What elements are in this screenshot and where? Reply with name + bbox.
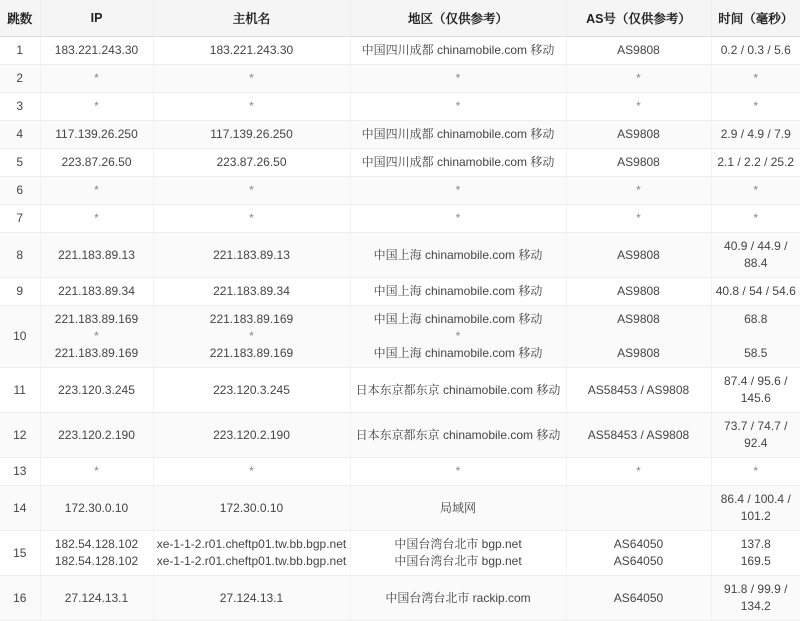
as-number[interactable] [566, 205, 711, 233]
hop-number [0, 306, 40, 368]
hop-number-line: 16 [13, 590, 27, 605]
as-number-line: AS58453 / AS9808 [587, 382, 690, 397]
column-header-asn: AS号（仅供参考） [566, 0, 711, 37]
region [350, 486, 566, 531]
latency [711, 531, 800, 576]
region-line: 日本东京都东京 chinamobile.com 移动 [355, 382, 561, 397]
table-row [0, 205, 800, 233]
region-line: 中国台湾台北市 rackip.com [385, 590, 531, 605]
latency-line: 137.8 [740, 537, 771, 551]
hostname-line: 221.183.89.169 [209, 312, 294, 326]
latency [711, 65, 800, 93]
ip-address-line: 172.30.0.10 [64, 500, 129, 515]
latency [711, 177, 800, 205]
as-number[interactable] [566, 121, 711, 149]
ip-address-line: 27.124.13.1 [64, 590, 129, 605]
as-number[interactable] [566, 531, 711, 576]
ip-address-line: 221.183.89.169 [54, 346, 139, 360]
hop-number [0, 65, 40, 93]
hostname-line: * [249, 211, 254, 225]
latency [711, 486, 800, 531]
as-number[interactable] [566, 37, 711, 65]
ip-address-line: * [94, 464, 99, 478]
hop-number [0, 233, 40, 278]
column-header-time: 时间（毫秒） [711, 0, 800, 37]
ip-address-line: 221.183.89.34 [58, 284, 135, 298]
ip-address-line: 182.54.128.102 [54, 537, 139, 551]
ip-address[interactable] [40, 149, 153, 177]
table-row [0, 149, 800, 177]
hop-number-line: 13 [13, 464, 27, 478]
ip-address-line: * [94, 329, 99, 343]
as-number-line [637, 501, 640, 515]
ip-address[interactable] [40, 278, 153, 306]
hostname-line: * [249, 99, 254, 113]
ip-address[interactable] [40, 306, 153, 368]
latency-line: * [753, 211, 759, 225]
column-header-hop: 跳数 [0, 0, 40, 37]
region-line: 中国上海 chinamobile.com 移动 [373, 284, 543, 298]
latency-line: 2.1 / 2.2 / 25.2 [717, 155, 795, 169]
hop-number-line: 11 [13, 382, 26, 397]
hop-number-line: 4 [16, 127, 24, 141]
hostname-line: 223.87.26.50 [216, 155, 287, 169]
region-line: 中国台湾台北市 bgp.net [394, 537, 522, 551]
region-line: 中国四川成都 chinamobile.com 移动 [361, 43, 555, 57]
hop-number [0, 486, 40, 531]
hostname-line: xe-1-1-2.r01.cheftp01.tw.bb.bgp.net [156, 554, 347, 568]
hostname [153, 531, 350, 576]
region-line: 中国上海 chinamobile.com 移动 [373, 312, 543, 326]
hostname [153, 65, 350, 93]
hostname-line: 223.120.3.245 [213, 382, 290, 397]
ip-address[interactable] [40, 177, 153, 205]
table-row [0, 278, 800, 306]
hostname [153, 368, 350, 413]
hop-number-line: 5 [16, 155, 24, 169]
hop-number [0, 458, 40, 486]
hop-number [0, 149, 40, 177]
ip-address-line: 223.87.26.50 [61, 155, 132, 169]
latency [711, 93, 800, 121]
column-header-hostname: 主机名 [153, 0, 350, 37]
hop-number-line: 10 [13, 329, 27, 343]
column-header-ip: IP [40, 0, 153, 37]
hop-number [0, 37, 40, 65]
hop-number-line: 6 [16, 183, 24, 197]
region [350, 205, 566, 233]
latency [711, 233, 800, 278]
as-number-line: * [636, 183, 641, 197]
hostname [153, 486, 350, 531]
hostname [153, 413, 350, 458]
ip-address-line: 223.120.3.245 [58, 382, 135, 397]
table-row [0, 93, 800, 121]
ip-address[interactable] [40, 93, 153, 121]
table-row [0, 413, 800, 458]
hostname-line: 221.183.89.13 [213, 247, 290, 262]
ip-address-line: 223.120.2.190 [58, 427, 135, 442]
latency-line [714, 328, 799, 345]
as-number[interactable] [566, 576, 711, 621]
hop-number-line: 1 [16, 43, 24, 57]
table-row [0, 121, 800, 149]
region-line: 日本东京都东京 chinamobile.com 移动 [355, 427, 561, 442]
hop-number-line: 3 [16, 99, 24, 113]
region-line: * [455, 464, 461, 478]
table-row [0, 368, 800, 413]
ip-address-line: 117.139.26.250 [55, 127, 138, 141]
latency-line: * [753, 71, 759, 85]
table-row [0, 65, 800, 93]
hop-number-line: 12 [13, 427, 27, 442]
hostname [153, 93, 350, 121]
as-number-line: AS9808 [617, 346, 660, 360]
latency-line: 0.2 / 0.3 / 5.6 [720, 43, 791, 57]
column-header-region: 地区（仅供参考） [350, 0, 566, 37]
ip-address-line: * [94, 183, 99, 197]
hostname-line: xe-1-1-2.r01.cheftp01.tw.bb.bgp.net [156, 537, 347, 551]
as-number[interactable] [566, 177, 711, 205]
region-line: * [455, 99, 461, 113]
as-number-line: AS9808 [617, 312, 660, 326]
hostname [153, 306, 350, 368]
region [350, 93, 566, 121]
table-row [0, 458, 800, 486]
latency-line: 40.8 / 54 / 54.6 [715, 284, 796, 298]
latency-line: 40.9 / 44.9 / 88.4 [724, 239, 788, 270]
hop-number [0, 177, 40, 205]
region-line: 中国四川成都 chinamobile.com 移动 [361, 127, 555, 141]
latency-line: 73.7 / 74.7 / 92.4 [724, 419, 788, 450]
as-number-line [569, 328, 709, 345]
latency [711, 278, 800, 306]
hostname [153, 205, 350, 233]
hop-number [0, 121, 40, 149]
latency-line: 58.5 [744, 346, 768, 360]
hop-number-line: 7 [16, 211, 24, 225]
ip-address-line: 221.183.89.169 [54, 312, 139, 326]
latency-line: 87.4 / 95.6 / 145.6 [724, 374, 788, 405]
ip-address-line: * [94, 71, 99, 85]
as-number[interactable] [566, 413, 711, 458]
hop-number-line: 2 [16, 71, 24, 85]
as-number-line: * [636, 71, 641, 85]
latency [711, 368, 800, 413]
region [350, 306, 566, 368]
as-number[interactable] [566, 65, 711, 93]
ip-address[interactable] [40, 576, 153, 621]
as-number[interactable] [566, 149, 711, 177]
hop-number [0, 576, 40, 621]
hostname-line: * [249, 183, 254, 197]
table-row [0, 306, 800, 368]
ip-address-line: 221.183.89.13 [58, 247, 135, 262]
as-number[interactable] [566, 486, 711, 531]
ip-address-line: 183.221.243.30 [54, 43, 139, 57]
as-number-line: AS9808 [617, 247, 660, 262]
ip-address[interactable] [40, 205, 153, 233]
hostname [153, 278, 350, 306]
latency [711, 205, 800, 233]
region-line: * [455, 183, 461, 197]
as-number-line: * [636, 211, 641, 225]
hostname-line: 27.124.13.1 [219, 590, 284, 605]
as-number[interactable] [566, 93, 711, 121]
ip-address[interactable] [40, 486, 153, 531]
region-line: 局域网 [439, 500, 476, 515]
region-line: 中国四川成都 chinamobile.com 移动 [361, 155, 555, 169]
region [350, 458, 566, 486]
ip-address[interactable] [40, 458, 153, 486]
region [350, 177, 566, 205]
region-line: * [455, 211, 461, 225]
hostname-line: * [249, 71, 254, 85]
table-row [0, 486, 800, 531]
latency-line: 68.8 [744, 312, 768, 326]
region-line: * [455, 329, 461, 343]
hostname [153, 576, 350, 621]
as-number-line: AS58453 / AS9808 [587, 427, 690, 442]
table-header-row [0, 0, 800, 37]
latency-line: 91.8 / 99.9 / 134.2 [724, 582, 788, 613]
region [350, 531, 566, 576]
region-line: 中国台湾台北市 bgp.net [394, 554, 522, 568]
hop-number [0, 368, 40, 413]
ip-address[interactable] [40, 65, 153, 93]
hop-number [0, 205, 40, 233]
region [350, 368, 566, 413]
hop-number-line: 15 [13, 545, 27, 560]
ip-address[interactable] [40, 37, 153, 65]
ip-address-line: 182.54.128.102 [54, 554, 139, 568]
hostname-line: 223.120.2.190 [213, 427, 290, 442]
hop-number-line: 14 [13, 500, 27, 515]
as-number-line: AS64050 [613, 554, 664, 568]
latency [711, 121, 800, 149]
table-row [0, 576, 800, 621]
ip-address[interactable] [40, 368, 153, 413]
latency [711, 458, 800, 486]
ip-address-line: * [94, 211, 99, 225]
hop-number [0, 413, 40, 458]
as-number-line: AS64050 [613, 537, 664, 551]
region [350, 121, 566, 149]
hop-number [0, 93, 40, 121]
as-number[interactable] [566, 233, 711, 278]
hostname-line: 117.139.26.250 [210, 127, 293, 141]
latency [711, 306, 800, 368]
traceroute-table-body [0, 37, 800, 621]
table-row [0, 233, 800, 278]
region-line: * [455, 71, 461, 85]
hostname-line: 221.183.89.169 [209, 346, 294, 360]
as-number[interactable] [566, 278, 711, 306]
latency-line: * [753, 464, 759, 478]
table-row [0, 531, 800, 576]
region [350, 233, 566, 278]
hostname [153, 233, 350, 278]
hostname [153, 121, 350, 149]
as-number-line: AS9808 [617, 284, 660, 298]
as-number-line: AS64050 [613, 590, 664, 605]
as-number-line: AS9808 [617, 155, 660, 169]
latency [711, 37, 800, 65]
latency-line: 2.9 / 4.9 / 7.9 [720, 127, 791, 141]
region [350, 37, 566, 65]
hop-number [0, 531, 40, 576]
hop-number-line: 9 [16, 284, 24, 298]
hostname [153, 149, 350, 177]
latency [711, 576, 800, 621]
hostname [153, 37, 350, 65]
ip-address-line: * [94, 99, 99, 113]
hostname [153, 458, 350, 486]
hostname [153, 177, 350, 205]
region-line: 中国上海 chinamobile.com 移动 [373, 247, 543, 262]
hostname-line: 221.183.89.34 [213, 284, 290, 298]
latency [711, 149, 800, 177]
latency-line: * [753, 99, 759, 113]
latency [711, 413, 800, 458]
as-number-line: AS9808 [617, 127, 660, 141]
hostname-line: 172.30.0.10 [219, 500, 284, 515]
table-row [0, 177, 800, 205]
hostname-line: * [249, 464, 254, 478]
ip-address[interactable] [40, 531, 153, 576]
ip-address[interactable] [40, 233, 153, 278]
hop-number [0, 278, 40, 306]
latency-line: 86.4 / 100.4 / 101.2 [720, 492, 791, 523]
latency-line: * [753, 183, 759, 197]
hostname-line: * [249, 329, 254, 343]
table-row [0, 37, 800, 65]
region-line: 中国上海 chinamobile.com 移动 [373, 346, 543, 360]
latency-line: 169.5 [740, 554, 771, 568]
as-number[interactable] [566, 458, 711, 486]
hop-number-line: 8 [16, 247, 24, 262]
hostname-line: 183.221.243.30 [209, 43, 294, 57]
as-number-line: * [636, 464, 641, 478]
as-number-line: AS9808 [617, 43, 660, 57]
as-number[interactable] [566, 368, 711, 413]
region [350, 149, 566, 177]
as-number[interactable] [566, 306, 711, 368]
region [350, 576, 566, 621]
as-number-line: * [636, 99, 641, 113]
region [350, 65, 566, 93]
region [350, 278, 566, 306]
ip-address[interactable] [40, 413, 153, 458]
region [350, 413, 566, 458]
ip-address[interactable] [40, 121, 153, 149]
